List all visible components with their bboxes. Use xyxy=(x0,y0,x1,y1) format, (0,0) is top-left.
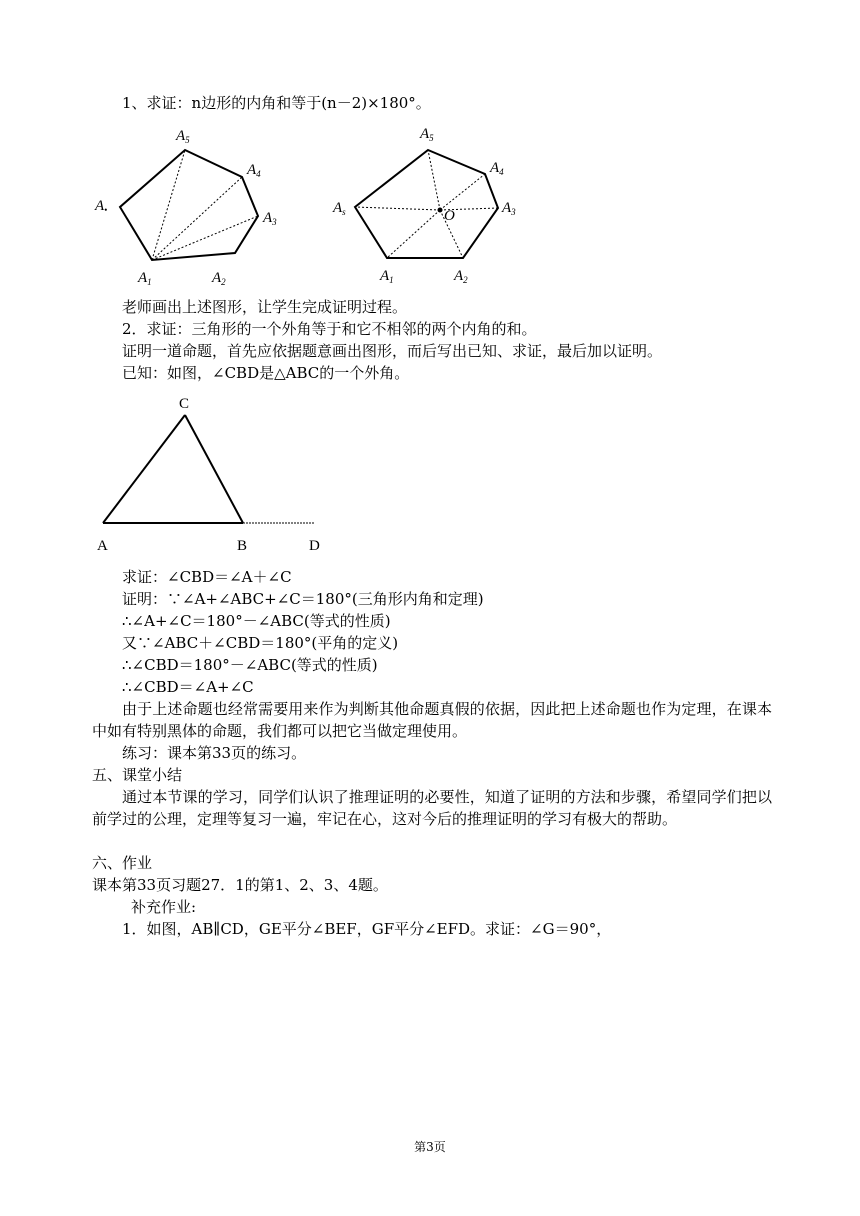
proof-line-1: 证明：∵∠A+∠ABC+∠C＝180°(三角形内角和定理) xyxy=(122,590,484,608)
label-b: B xyxy=(237,538,248,554)
supplementary-heading: 补充作业: xyxy=(131,898,197,916)
label-a1: $A_1$ xyxy=(380,268,394,285)
label-a: $A_•$ xyxy=(95,198,108,215)
label-a2: $A_2$ xyxy=(212,270,226,287)
method-note: 证明一道命题，首先应依据题意画出图形，而后写出已知、求证，最后加以证明。 xyxy=(122,342,663,360)
page-number: 第3页 xyxy=(414,1140,446,1154)
given-statement: 已知：如图，∠CBD是△ABC的一个外角。 xyxy=(122,364,410,382)
label-a2: $A_2$ xyxy=(454,268,468,285)
proof-line-3: 又∵∠ABC＋∠CBD＝180°(平角的定义) xyxy=(122,634,399,652)
proof-line-4: ∴∠CBD＝180°－∠ABC(等式的性质) xyxy=(122,656,378,674)
label-a5: $A_5$ xyxy=(176,128,190,145)
to-prove: 求证：∠CBD＝∠A＋∠C xyxy=(122,568,292,586)
label-a1: $A_1$ xyxy=(138,270,152,287)
label-a: A xyxy=(97,538,108,554)
triangle-exterior-angle-figure xyxy=(95,388,335,558)
label-c: C xyxy=(179,396,190,412)
polygon-center-figure xyxy=(330,120,550,290)
problem-2-statement: 2．求证：三角形的一个外角等于和它不相邻的两个内角的和。 xyxy=(122,320,537,338)
summary-paragraph: 通过本节课的学习，同学们认识了推理证明的必要性，知道了证明的方法和步骤，希望同学们把以前学过的公理，定理等复习一遍，牢记在心，这对今后的推理证明的学习有极大的帮助。 xyxy=(92,788,772,828)
label-a5: $A_5$ xyxy=(420,126,434,143)
problem-1-statement: 1、求证：n边形的内角和等于(n－2)×180°。 xyxy=(122,94,431,112)
theorem-note: 由于上述命题也经常需要用来作为判断其他命题真假的依据，因此把上述命题也作为定理，在课本中如有特别黑体的命题，我们都可以把它当做定理使用。 xyxy=(92,700,772,740)
label-a: $A_s$ xyxy=(333,200,346,217)
proof-line-2: ∴∠A+∠C＝180°－∠ABC(等式的性质) xyxy=(122,612,391,630)
label-a4: $A_4$ xyxy=(490,160,504,177)
proof-line-5: ∴∠CBD＝∠A+∠C xyxy=(122,678,254,696)
section-summary-heading: 五、课堂小结 xyxy=(92,766,183,784)
teacher-note: 老师画出上述图形，让学生完成证明过程。 xyxy=(122,298,408,316)
homework-assignment: 课本第33页习题27．1的第1、2、3、4题。 xyxy=(92,876,388,894)
section-homework-heading: 六、作业 xyxy=(92,854,153,872)
label-a3: $A_3$ xyxy=(502,200,516,217)
label-a3: $A_3$ xyxy=(263,210,277,227)
exercise-note: 练习：课本第33页的练习。 xyxy=(122,744,307,762)
label-o: O xyxy=(444,208,455,224)
label-a4: $A_4$ xyxy=(247,162,261,179)
label-d: D xyxy=(309,538,320,554)
supplementary-problem-1: 1．如图，AB∥CD，GE平分∠BEF，GF平分∠EFD。求证：∠G＝90°， xyxy=(122,920,612,938)
